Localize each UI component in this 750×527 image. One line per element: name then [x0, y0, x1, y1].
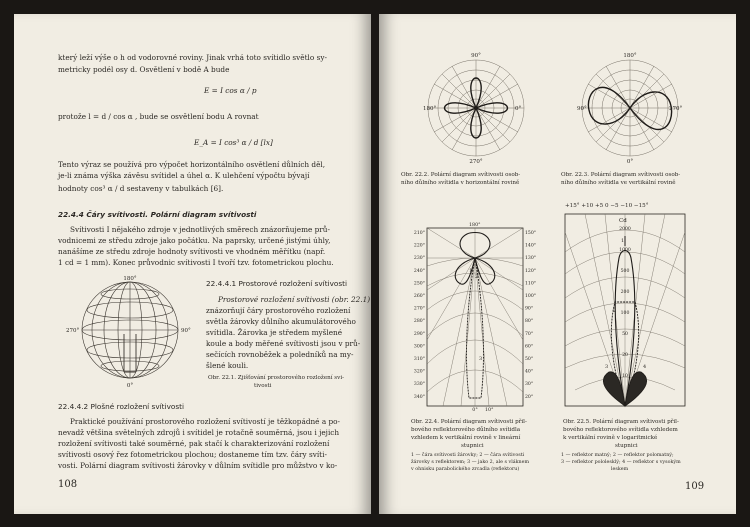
figure-caption: tivosti [254, 383, 272, 389]
fig4-right-tick-label: 50° [525, 357, 534, 362]
fig5-scale-tick-label: 20 [622, 353, 628, 358]
fig4-right-tick-label: 130° [525, 256, 537, 262]
equation-e: E = I cos α / p [204, 86, 257, 95]
fig4-right-tick-label: 90° [525, 306, 534, 312]
paragraph-line: šlené kouli. [206, 361, 249, 370]
fig1-label: 180° [123, 276, 137, 282]
paragraph-line: Praktické používání prostorového rozložení svítivostí je těžkopádné a po- [70, 417, 341, 426]
fig5-scale-tick-label: 2000 [619, 227, 631, 232]
paragraph-line: koule a body měřené svítivosti jsou v prů- [206, 339, 361, 348]
figure-note: leskem [611, 467, 629, 472]
fig3-label: 90° [577, 106, 587, 112]
fig4-left-tick-label: 330° [413, 382, 425, 388]
fig4-left-tick-label: 320° [413, 369, 425, 375]
figure-caption: vzhledem k vertikální rovině v lineární [411, 435, 521, 441]
polar-diagram-vertical [577, 48, 683, 164]
polar-diagram-logarithmic [561, 212, 689, 412]
fig3-label: 0° [626, 159, 634, 164]
figure-caption: Obr. 22.2. Polární diagram svítivosti osob- [401, 172, 521, 178]
paragraph-line: nanášíme ze středu zdroje hodnoty svítivosti ve vhodném měřítku (např. [58, 247, 326, 256]
fig5-scale-tick-label: 100 [620, 311, 630, 316]
fig4-left-tick-label: 290° [413, 331, 425, 337]
fig4-right-tick-label: 80° [525, 319, 534, 325]
paragraph-line: světla žárovky důlního akumulátorového [206, 317, 356, 326]
section-heading: 22.4.4 Čáry svítivosti. Polární diagram svítivosti [58, 210, 257, 219]
fig4-right-tick-label: 60° [525, 344, 534, 350]
fig4-left-tick-label: 270° [413, 306, 425, 312]
figure-caption: k vertikální rovině v logaritmické [563, 435, 658, 441]
fig4-right-tick-label: 140° [525, 243, 537, 249]
paragraph-line: znázorňují čáry prostorového rozložení [206, 306, 351, 315]
paragraph-line: vosti. Polární diagram svítivosti žárovky v důlním svítidle pro můžstvo v ko- [58, 461, 338, 470]
left-page [14, 14, 371, 514]
fig1-label: 0° [126, 383, 134, 388]
figure-caption: Obr. 22.5. Polární diagram svítivosti přil- [563, 419, 679, 425]
polar-diagram-horizontal [423, 48, 529, 164]
fig4-left-tick-label: 280° [413, 319, 425, 325]
fig4-right-tick-label: 150° [525, 231, 537, 236]
figure-caption: Obr. 22.3. Polární diagram svítivosti osob- [561, 172, 681, 178]
fig4-right-tick-label: 30° [525, 382, 534, 388]
fig4-right-tick-label: 70° [525, 331, 534, 337]
subsection-heading: 22.4.4.1 Prostorové rozložení svítivosti [206, 279, 348, 288]
fig3-label: 270° [669, 106, 683, 112]
fig5-scale-tick-label: 500 [620, 269, 630, 274]
fig4-curve-number: 2 [475, 274, 479, 280]
figure-caption: stupnici [615, 443, 638, 449]
sphere-figure [58, 272, 204, 388]
paragraph-line: sečících rovnoběžek a poledníků na my- [206, 350, 354, 359]
paragraph-line: metricky podél osy d. Osvětlení v bodě A bude [58, 65, 230, 74]
figure-note: 3 — reflektor pololesklý; 4 — reflektor s vysokým [561, 460, 681, 465]
fig2-label: 90° [471, 53, 481, 59]
fig4-left-tick-label: 210° [413, 231, 425, 236]
fig4-right-tick-label: 100° [525, 294, 537, 299]
paragraph-line: svítidla. Žárovka je středem myšlené [206, 328, 343, 337]
paragraph-line: je-li známa výška závěsu svítidel a úhel α. K ulehčení výpočtu bývají [58, 171, 310, 180]
fig4-left-tick-label: 300° [413, 344, 425, 350]
fig5-curve-number: 4 [643, 364, 647, 370]
page-number: 109 [685, 481, 705, 492]
fig4-right-tick-label: 110° [525, 281, 537, 287]
equation-ea: E_A = I cos³ α / d [lx] [194, 138, 273, 147]
fig4-left-tick-label: 260° [413, 294, 425, 299]
subsection-heading: 22.4.4.2 Plošné rozložení svítivosti [58, 402, 185, 411]
fig4-left-tick-label: 240° [413, 268, 425, 274]
fig4-mid-label: 180° [469, 223, 481, 228]
page-number: 108 [58, 479, 78, 490]
fig5-curve-number: 1 [621, 238, 625, 244]
fig5-curve-number: 2 [613, 308, 617, 314]
figure-caption: stupnici [461, 443, 484, 449]
right-page [379, 14, 736, 514]
paragraph-line: Svítivosti I nějakého zdroje v jednotlivých směrech znázorňujeme prů- [70, 225, 330, 234]
fig4-left-tick-label: 340° [413, 394, 425, 400]
fig2-label: 0° [515, 106, 522, 112]
fig4-right-tick-label: 40° [525, 369, 534, 375]
paragraph-line: Prostorové rozložení svítivosti (obr. 22.1) [218, 295, 371, 304]
figure-note: 1 — reflektor matný; 2 — reflektor polomatný; [561, 453, 674, 458]
fig2-label: 180° [423, 106, 437, 112]
fig5-scale-tick-label: 10 [622, 374, 628, 379]
paragraph-line: svítivosti osový řez fotometrickou plochou; dostaneme tím tzv. čáry svíti- [58, 450, 327, 459]
figure-caption: Obr. 22.1. Zjišťování prostorového rozložení svi- [208, 375, 345, 381]
paragraph-line: vodnicemi ze středu zdroje jako počátku. Na paprsky, určené jistými úhly, [58, 236, 331, 245]
paragraph-line: rozložení svítivosti také souměrné, pak stačí k charakterizování rozložení [58, 439, 330, 448]
paragraph-line: 1 cd = 1 mm). Konec průvodnic svítivosti I tvoří tzv. fotometrickou plochu. [58, 258, 334, 267]
fig4-left-tick-label: 310° [413, 357, 425, 362]
fig4-right-tick-label: 120° [525, 268, 537, 274]
fig4-left-tick-label: 250° [413, 281, 425, 287]
fig4-left-tick-labels [414, 230, 425, 400]
fig4-curve-number: 1 [469, 268, 473, 274]
fig4-right-tick-labels [525, 230, 536, 400]
figure-caption: bového reflektorového důlního svítidla [411, 427, 521, 433]
fig5-top-scale: +15° +10 +5 0 −5 −10 −15° [565, 203, 649, 209]
fig3-label: 180° [623, 53, 637, 59]
figure-caption: ního důlního svítidla v horizontální rovině [401, 180, 520, 186]
fig5-scale-tick-label: 200 [620, 290, 630, 295]
fig5-scale-tick-label: 50 [622, 332, 628, 337]
figure-note: 1 — čára svítivosti žárovky; 2 — čára svítivosti [411, 453, 525, 458]
figure-caption: ního důlního svítidla ve vertikální rovině [561, 180, 676, 186]
figure-caption: Obr. 22.4. Polární diagram svítivosti přil- [411, 419, 527, 425]
fig4-mid-label: 10° [485, 408, 494, 412]
polar-diagram-linear [409, 220, 541, 412]
fig1-label: 90° [181, 328, 191, 334]
fig4-mid-label: 0° [472, 408, 478, 412]
fig5-unit: Cd [619, 218, 627, 224]
paragraph-line: protože l = d / cos α , bude se osvětlení bodu A rovnat [58, 112, 259, 121]
figure-note: žárovky s reflektorem; 3 — jako 2, ale s vláknem [411, 460, 530, 465]
fig2-label: 270° [469, 159, 483, 164]
fig5-scale-tick-label: 1000 [619, 248, 631, 253]
paragraph-line: Tento výraz se používá pro výpočet horizontálního osvětlení důlních děl, [58, 160, 326, 169]
fig5-curve-number: 3 [605, 364, 609, 370]
fig4-right-tick-label: 20° [525, 394, 534, 400]
figure-note: v ohnisku parabolického zrcadla (reflektoru) [411, 467, 520, 472]
paragraph-line: který leží výše o h od vodorovné roviny. Jinak vrhá toto svítidlo světlo sy- [58, 53, 327, 62]
paragraph-line: nevadž většina světelných zdrojů i svítidel je rotačně souměrná, jsou i jejich [58, 428, 340, 437]
fig4-left-tick-label: 230° [413, 256, 425, 262]
fig4-curve-number: 3 [479, 356, 483, 362]
figure-caption: bového reflektorového svítidla vzhledem [563, 427, 678, 433]
fig1-label: 270° [66, 328, 80, 334]
paragraph-line: hodnoty cos³ α / d sestaveny v tabulkách [6]. [58, 184, 224, 193]
fig4-left-tick-label: 220° [413, 243, 425, 249]
